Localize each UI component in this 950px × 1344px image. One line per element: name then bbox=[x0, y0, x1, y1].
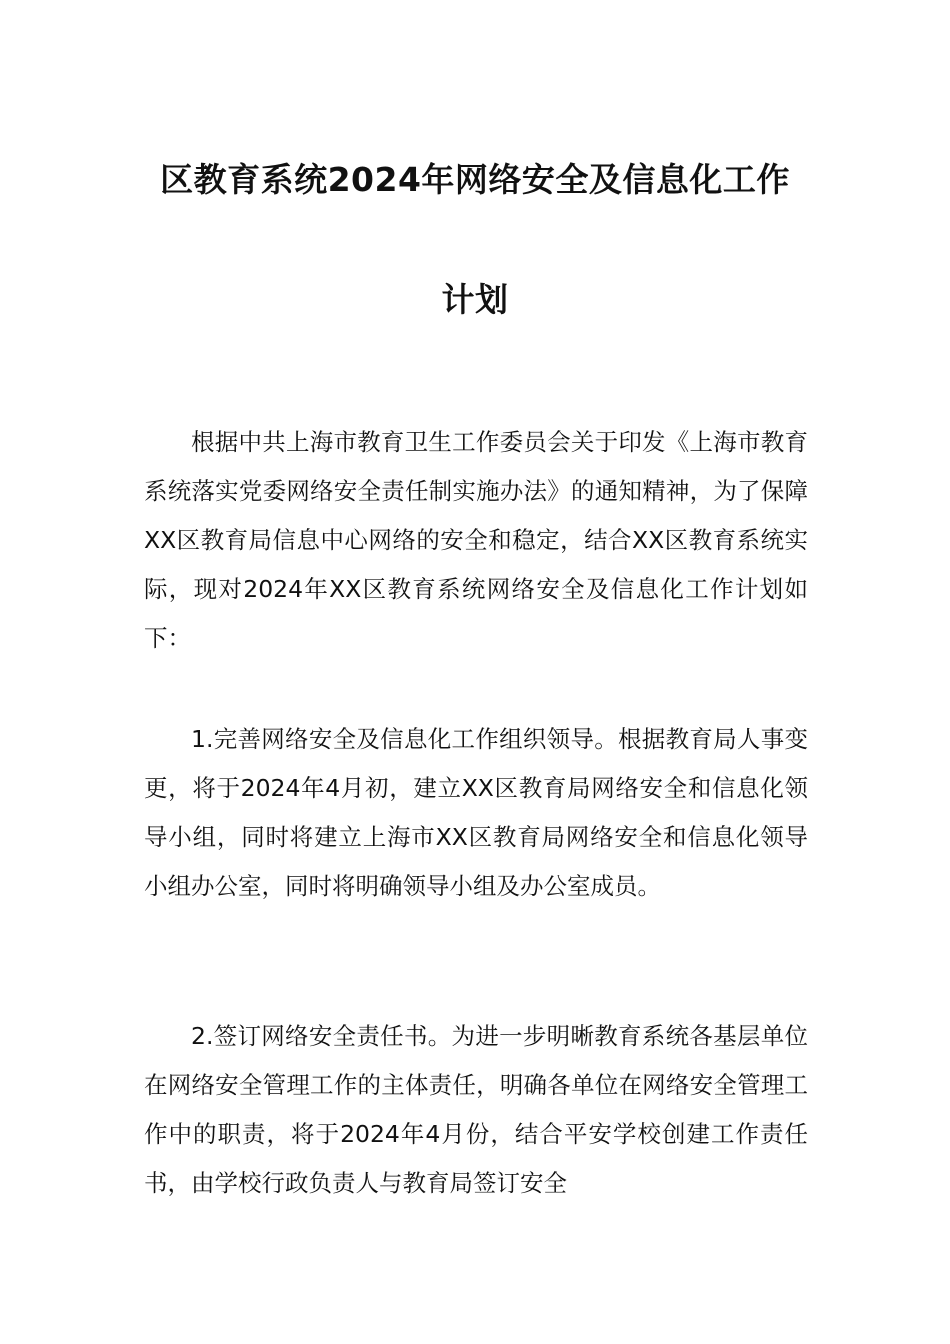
paragraph-item-1: 1.完善网络安全及信息化工作组织领导。根据教育局人事变更，将于2024年4月初，建立XX区教育局网络安全和信息化领导小组，同时将建立上海市XX区教育局网络安全和信息化领导小组办公室，同时将明确领导小组及办公室成员。 bbox=[144, 725, 808, 900]
paragraph-item-2: 2.签订网络安全责任书。为进一步明晰教育系统各基层单位在网络安全管理工作的主体责任，明确各单位在网络安全管理工作中的职责，将于2024年4月份，结合平安学校创建工作责任书，由学校行政负责人与教育局签订安全 bbox=[144, 1022, 808, 1197]
document-title-line-1: 区教育系统2024年网络安全及信息化工作 bbox=[160, 160, 790, 199]
document-title-line-2: 计划 bbox=[441, 280, 509, 319]
paragraph-intro: 根据中共上海市教育卫生工作委员会关于印发《上海市教育系统落实党委网络安全责任制实施办法》的通知精神，为了保障XX区教育局信息中心网络的安全和稳定，结合XX区教育系统实际，现对2024年XX区教育系统网络安全及信息化工作计划如下： bbox=[144, 428, 808, 652]
